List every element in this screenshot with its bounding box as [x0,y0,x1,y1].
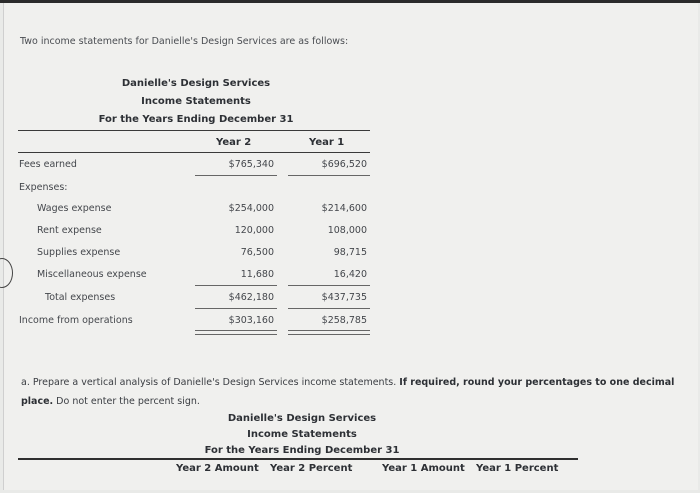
answer-company: Danielle's Design Services [227,413,377,424]
row-label-fees: Fees earned [19,159,77,170]
answer-period: For the Years Ending December 31 [204,445,400,456]
misc-year2: 11,680 [240,269,274,280]
fees-underline-y1 [288,175,370,176]
wages-year2: $254,000 [228,203,274,214]
fees-year1: $696,520 [321,159,367,170]
rent-year1: 108,000 [327,225,367,236]
intro-text: Two income statements for Danielle's Design Services are as follows: [20,36,349,47]
misc-underline-y1 [288,285,370,286]
question-bold: If required, round your percentages to one decimal place. [21,377,675,407]
income-year2: $303,160 [228,315,274,326]
misc-underline-y2 [195,285,277,286]
content-page [3,3,698,490]
row-label-misc: Miscellaneous expense [37,269,147,280]
col-year1: Year 1 [309,137,345,148]
col-year1-percent: Year 1 Percent [476,463,559,474]
income-year1: $258,785 [321,315,367,326]
rent-year2: 120,000 [234,225,274,236]
statement-company: Danielle's Design Services [121,78,271,89]
total-year2: $462,180 [228,292,274,303]
misc-year1: 16,420 [333,269,367,280]
row-label-total: Total expenses [45,292,116,303]
question-a [21,373,691,411]
answer-header-rule [18,458,578,460]
question-suffix: Do not enter the percent sign. [53,396,200,407]
supplies-year2: 76,500 [240,247,274,258]
col-year2-amount: Year 2 Amount [176,463,259,474]
supplies-year1: 98,715 [333,247,367,258]
income-double-underline-y1 [288,330,370,335]
total-year1: $437,735 [321,292,367,303]
circle-marker-icon [0,258,13,288]
row-label-supplies: Supplies expense [37,247,121,258]
total-underline-y2 [195,308,277,309]
header-rule [18,130,370,131]
row-label-expenses: Expenses: [19,182,68,193]
income-double-underline-y2 [195,330,277,335]
answer-title: Income Statements [247,429,357,440]
row-label-income: Income from operations [19,315,133,326]
question-prefix: a. Prepare a vertical analysis of Danielle's Design Services income statements. [21,377,400,388]
col-year2: Year 2 [216,137,252,148]
total-underline-y1 [288,308,370,309]
row-label-wages: Wages expense [37,203,112,214]
statement-period: For the Years Ending December 31 [98,114,294,125]
row-label-rent: Rent expense [37,225,102,236]
fees-underline-y2 [195,175,277,176]
col-year1-amount: Year 1 Amount [382,463,465,474]
fees-year2: $765,340 [228,159,274,170]
statement-title: Income Statements [141,96,251,107]
column-rule [18,152,370,153]
wages-year1: $214,600 [321,203,367,214]
col-year2-percent: Year 2 Percent [270,463,353,474]
